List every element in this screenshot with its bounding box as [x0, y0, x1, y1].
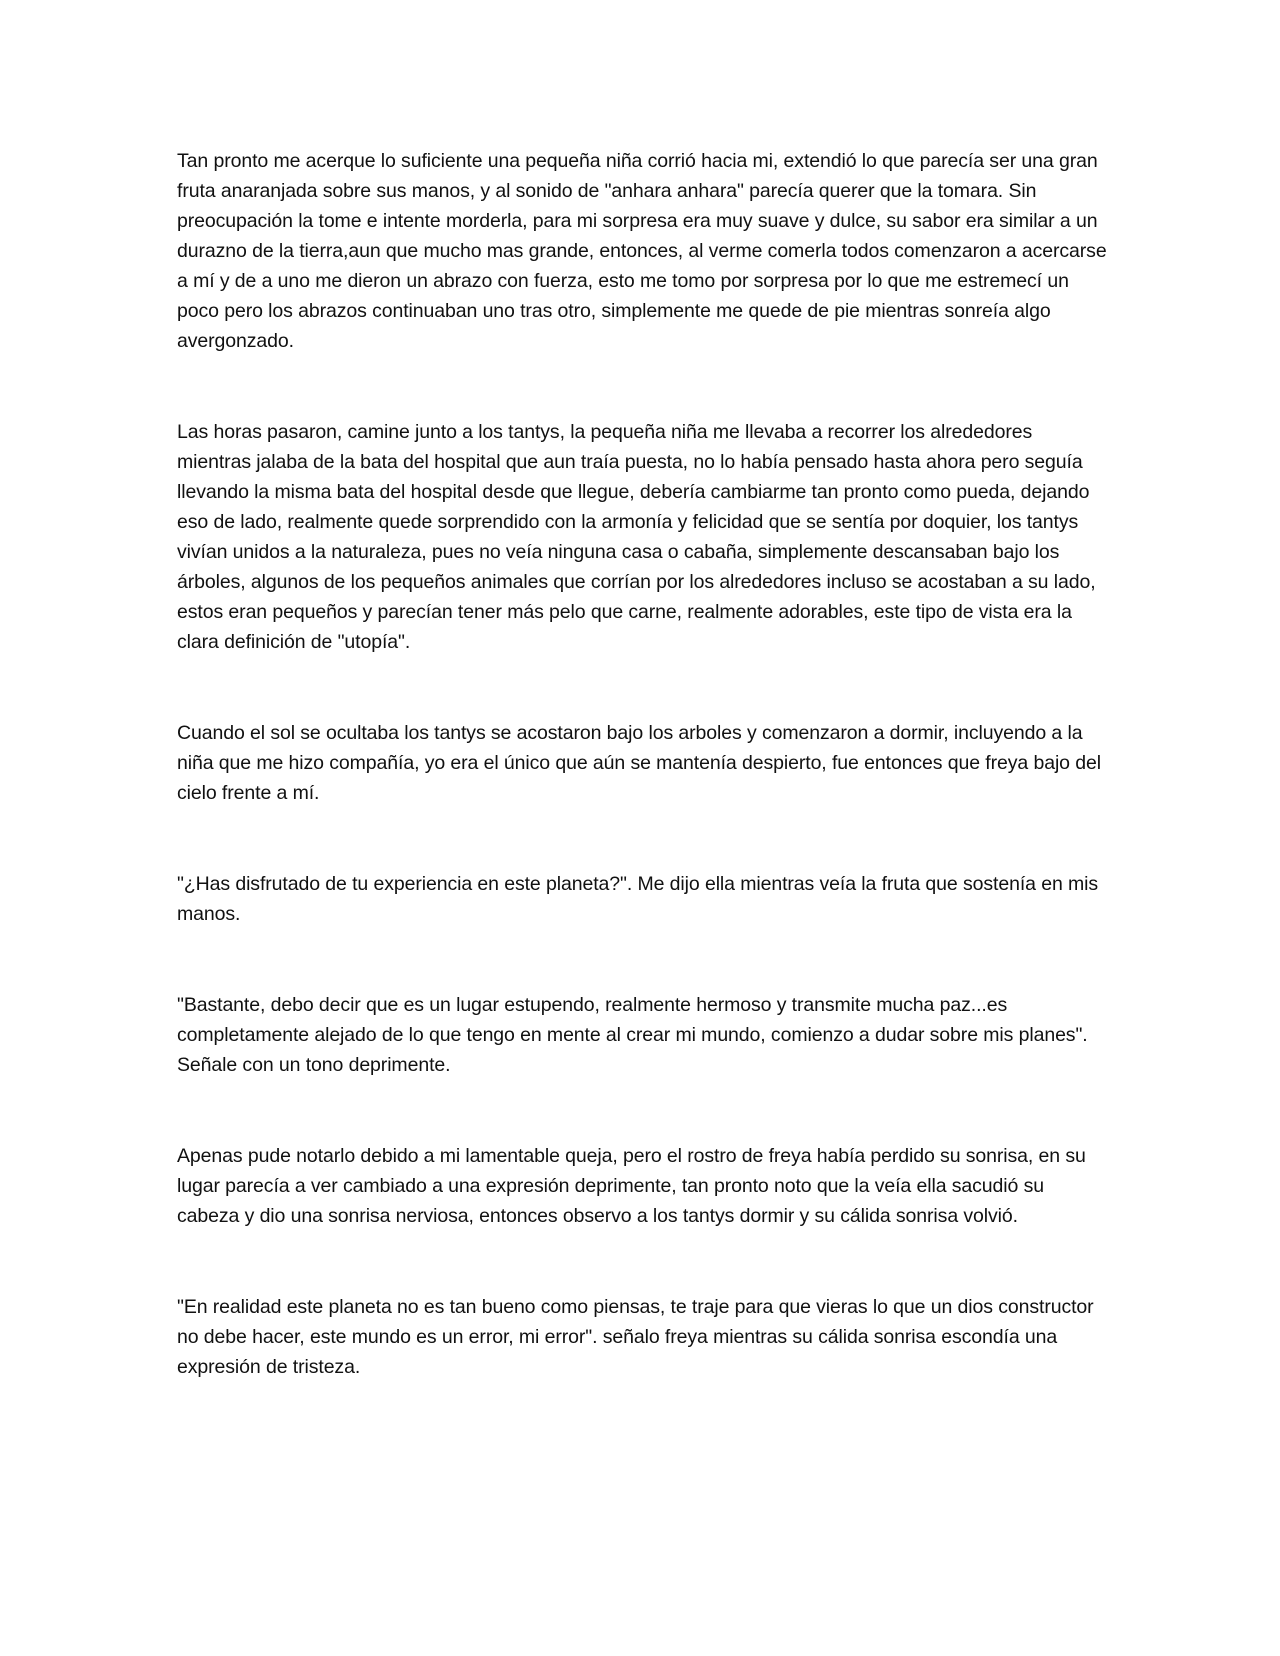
paragraph-2: Las horas pasaron, camine junto a los tantys, la pequeña niña me llevaba a recorrer los alrededores mientras jalaba de la bata del hospital que aun traía puesta, no lo había pensado hasta ahora pero seguía llevando la misma bata del hospital desde que llegue, debería cambiarme tan pronto como pueda, dejando eso de lado, realmente quede sorprendido con la armonía y felicidad que se sentía por doquier, los tantys vivían unidos a la naturaleza, pues no veía ninguna casa o cabaña, simplemente descansaban bajo los árboles, algunos de los pequeños animales que corrían por los alrededores incluso se acostaban a su lado, estos eran pequeños y parecían tener más pelo que carne, realmente adorables, este tipo de vista era la clara definición de "utopía".	[177, 421, 1096, 653]
paragraph-1: Tan pronto me acerque lo suficiente una pequeña niña corrió hacia mi, extendió lo que parecía ser una gran fruta anaranjada sobre sus manos, y al sonido de "anhara anhara" parecía querer que la tomara. Sin preocupación la tome e intente morderla, para mi sorpresa era muy suave y dulce, su sabor era similar a un durazno de la tierra,aun que mucho mas grande, entonces, al verme comerla todos comenzaron a acercarse a mí y de a uno me dieron un abrazo con fuerza, esto me tomo por sorpresa por lo que me estremecí un poco pero los abrazos continuaban uno tras otro, simplemente me quede de pie mientras sonreía algo avergonzado.	[177, 150, 1107, 352]
paragraph-7: "En realidad este planeta no es tan bueno como piensas, te traje para que vieras lo que un dios constructor no debe hacer, este mundo es un error, mi error". señalo freya mientras su cálida sonrisa escondía una expresión de tristeza.	[177, 1296, 1094, 1378]
paragraph-6: Apenas pude notarlo debido a mi lamentable queja, pero el rostro de freya había perdido su sonrisa, en su lugar parecía a ver cambiado a una expresión deprimente, tan pronto noto que la veía ella sacudió su cabeza y dio una sonrisa nerviosa, entonces observo a los tantys dormir y su cálida sonrisa volvió.	[177, 1145, 1086, 1227]
document-body	[177, 146, 1107, 1382]
paragraph-4: "¿Has disfrutado de tu experiencia en este planeta?". Me dijo ella mientras veía la fruta que sostenía en mis manos.	[177, 873, 1099, 925]
paragraph-3: Cuando el sol se ocultaba los tantys se acostaron bajo los arboles y comenzaron a dormir, incluyendo a la niña que me hizo compañía, yo era el único que aún se mantenía despierto, fue entonces que freya bajo del cielo frente a mí.	[177, 722, 1101, 804]
paragraph-5: "Bastante, debo decir que es un lugar estupendo, realmente hermoso y transmite mucha paz...es completamente alejado de lo que tengo en mente al crear mi mundo, comienzo a dudar sobre mis planes". Señale con un tono deprimente.	[177, 994, 1088, 1076]
